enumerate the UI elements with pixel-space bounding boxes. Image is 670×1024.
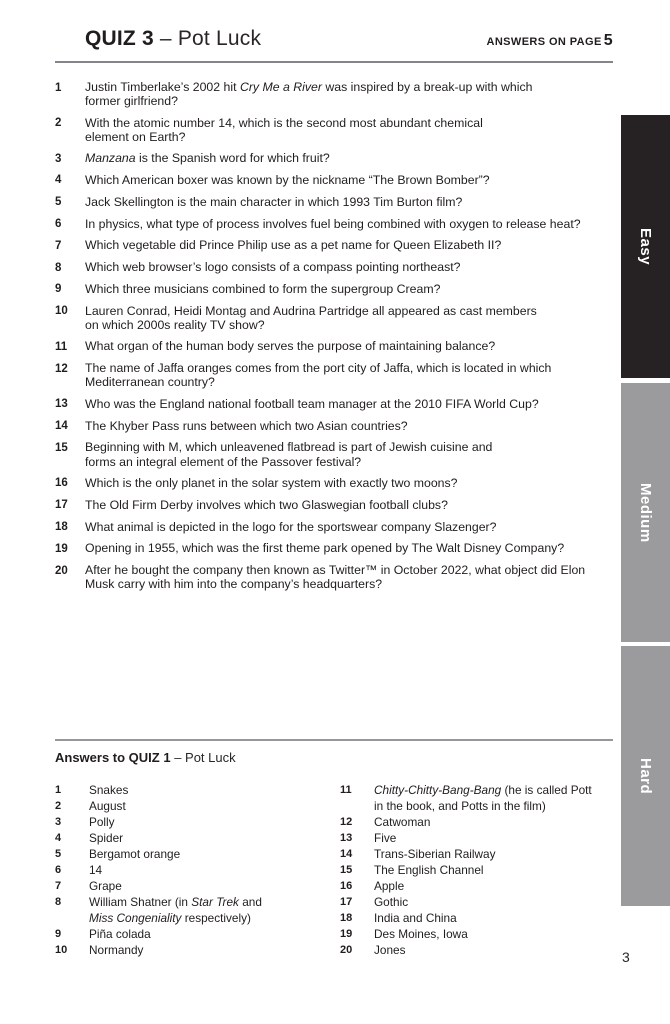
question-number: 7 bbox=[55, 239, 62, 252]
answer-text: Apple bbox=[374, 879, 405, 893]
question-text: Which three musicians combined to form the supergroup Cream? bbox=[85, 281, 441, 296]
question-item bbox=[55, 151, 615, 166]
question-number: 2 bbox=[55, 117, 62, 130]
question-item bbox=[55, 238, 615, 253]
question-item bbox=[55, 260, 615, 275]
answer-text: Five bbox=[374, 831, 397, 845]
answer-number: 13 bbox=[340, 832, 353, 844]
answers-column-right bbox=[340, 782, 620, 958]
answer-item bbox=[340, 878, 620, 894]
difficulty-tab-medium bbox=[621, 383, 670, 642]
question-text: Which web browser’s logo consists of a compass pointing northeast? bbox=[85, 260, 461, 275]
answer-number: 5 bbox=[55, 848, 62, 860]
question-item bbox=[55, 498, 615, 513]
difficulty-tab-hard bbox=[621, 646, 670, 906]
question-text: Justin Timberlake’s 2002 hit Cry Me a River was inspired by a break-up with which former girlfriend? bbox=[85, 80, 533, 109]
answer-text: August bbox=[89, 799, 126, 813]
answer-item bbox=[340, 942, 620, 958]
question-text: With the atomic number 14, which is the second most abundant chemical element on Earth? bbox=[85, 115, 483, 144]
answer-text: Snakes bbox=[89, 783, 129, 797]
answer-number: 19 bbox=[340, 928, 353, 940]
answer-text: Chitty-Chitty-Bang-Bang (he is called Pott in the book, and Potts in the film) bbox=[374, 783, 592, 813]
question-item bbox=[55, 195, 615, 210]
answer-number: 10 bbox=[55, 944, 68, 956]
question-number: 18 bbox=[55, 521, 68, 534]
answers-heading-topic: – Pot Luck bbox=[170, 750, 236, 765]
question-text: Manzana is the Spanish word for which fruit? bbox=[85, 151, 330, 166]
answer-number: 17 bbox=[340, 896, 353, 908]
answer-number: 12 bbox=[340, 816, 353, 828]
answer-text: Jones bbox=[374, 943, 406, 957]
answer-item bbox=[55, 862, 340, 878]
quiz-title bbox=[55, 27, 261, 51]
answers-heading bbox=[55, 750, 236, 765]
answer-number: 3 bbox=[55, 816, 62, 828]
question-number: 1 bbox=[55, 81, 62, 94]
answer-number: 8 bbox=[55, 896, 62, 908]
answer-text: Catwoman bbox=[374, 815, 431, 829]
answer-number: 1 bbox=[55, 784, 62, 796]
answers-reference-page: 5 bbox=[603, 32, 613, 49]
answer-number: 7 bbox=[55, 880, 62, 892]
answer-number: 2 bbox=[55, 800, 62, 812]
answer-text: Gothic bbox=[374, 895, 409, 909]
question-text: Opening in 1955, which was the first theme park opened by The Walt Disney Company? bbox=[85, 541, 565, 556]
difficulty-tab-label: Hard bbox=[637, 757, 654, 795]
question-number: 4 bbox=[55, 174, 62, 187]
question-text: What animal is depicted in the logo for the sportswear company Slazenger? bbox=[85, 519, 497, 534]
question-number: 5 bbox=[55, 196, 62, 209]
question-number: 13 bbox=[55, 398, 68, 411]
question-number: 11 bbox=[55, 340, 68, 353]
answer-item bbox=[340, 814, 620, 830]
answer-text: William Shatner (in Star Trek and Miss Congeniality respectively) bbox=[89, 895, 262, 925]
answer-text: 14 bbox=[89, 863, 103, 877]
page-number: 3 bbox=[622, 949, 630, 965]
question-text: Which is the only planet in the solar system with exactly two moons? bbox=[85, 475, 458, 490]
answers-divider bbox=[55, 739, 613, 741]
question-item bbox=[55, 476, 615, 491]
answer-number: 11 bbox=[340, 784, 352, 796]
answer-text: Polly bbox=[89, 815, 115, 829]
answer-item bbox=[340, 846, 620, 862]
question-text: The Khyber Pass runs between which two Asian countries? bbox=[85, 418, 408, 433]
question-number: 19 bbox=[55, 542, 68, 555]
question-number: 20 bbox=[55, 564, 68, 577]
question-item bbox=[55, 397, 615, 412]
answer-item bbox=[340, 862, 620, 878]
question-number: 3 bbox=[55, 152, 62, 165]
quiz-topic: – Pot Luck bbox=[153, 27, 262, 50]
answers-heading-quiz: Answers to QUIZ 1 bbox=[55, 750, 171, 765]
difficulty-tab-easy bbox=[621, 115, 670, 378]
question-item bbox=[55, 361, 615, 390]
answer-text: Spider bbox=[89, 831, 124, 845]
question-text: In physics, what type of process involves fuel being combined with oxygen to release heat? bbox=[85, 216, 581, 231]
question-item bbox=[55, 339, 615, 354]
question-item bbox=[55, 173, 615, 188]
answer-item bbox=[340, 782, 620, 814]
question-item bbox=[55, 440, 615, 469]
question-number: 10 bbox=[55, 305, 68, 318]
answer-item bbox=[55, 878, 340, 894]
answer-item bbox=[340, 910, 620, 926]
answer-number: 14 bbox=[340, 848, 353, 860]
question-item bbox=[55, 217, 615, 232]
answers-list bbox=[55, 782, 620, 958]
question-item bbox=[55, 80, 615, 109]
quiz-number: QUIZ 3 bbox=[85, 27, 154, 50]
answer-item bbox=[55, 782, 340, 798]
question-item bbox=[55, 304, 615, 333]
question-text: Beginning with M, which unleavened flatbread is part of Jewish cuisine and forms an integral element of the Passover festival? bbox=[85, 440, 493, 469]
question-item bbox=[55, 116, 615, 145]
question-list bbox=[55, 80, 615, 599]
answer-item bbox=[340, 830, 620, 846]
question-item bbox=[55, 282, 615, 297]
question-item bbox=[55, 541, 615, 556]
question-item bbox=[55, 520, 615, 535]
answer-item bbox=[55, 814, 340, 830]
difficulty-tab-label: Medium bbox=[637, 482, 654, 543]
question-number: 6 bbox=[55, 218, 62, 231]
answer-number: 18 bbox=[340, 912, 353, 924]
page-header bbox=[55, 27, 613, 51]
question-text: Which American boxer was known by the nickname “The Brown Bomber”? bbox=[85, 172, 490, 187]
question-number: 9 bbox=[55, 283, 62, 296]
question-text: The name of Jaffa oranges comes from the port city of Jaffa, which is located in which Mediterranean country? bbox=[85, 361, 552, 390]
answer-number: 6 bbox=[55, 864, 62, 876]
question-text: Which vegetable did Prince Philip use as a pet name for Queen Elizabeth II? bbox=[85, 238, 502, 253]
answer-text: Normandy bbox=[89, 943, 144, 957]
answer-text: The English Channel bbox=[374, 863, 484, 877]
answer-number: 9 bbox=[55, 928, 62, 940]
question-number: 15 bbox=[55, 441, 68, 454]
question-text: Lauren Conrad, Heidi Montag and Audrina Partridge all appeared as cast members on which 2000s reality TV show? bbox=[85, 303, 537, 333]
question-item bbox=[55, 419, 615, 434]
answer-item bbox=[55, 830, 340, 846]
answers-column-left bbox=[55, 782, 340, 958]
header-divider bbox=[55, 61, 613, 63]
answer-number: 16 bbox=[340, 880, 353, 892]
answer-number: 4 bbox=[55, 832, 62, 844]
answer-text: Piña colada bbox=[89, 927, 151, 941]
question-number: 14 bbox=[55, 420, 68, 433]
answer-item bbox=[55, 846, 340, 862]
question-text: What organ of the human body serves the purpose of maintaining balance? bbox=[85, 339, 496, 354]
answers-reference bbox=[486, 32, 613, 50]
answer-text: Trans-Siberian Railway bbox=[374, 847, 496, 861]
answer-text: Grape bbox=[89, 879, 122, 893]
answer-item bbox=[340, 894, 620, 910]
question-text: The Old Firm Derby involves which two Glaswegian football clubs? bbox=[85, 497, 448, 512]
question-text: Jack Skellington is the main character in which 1993 Tim Burton film? bbox=[85, 194, 463, 209]
answer-number: 20 bbox=[340, 944, 353, 956]
question-text: After he bought the company then known as Twitter™ in October 2022, what object did Elon Musk carry with him into the company’s headquarters? bbox=[85, 563, 586, 592]
answer-text: Bergamot orange bbox=[89, 847, 181, 861]
question-number: 8 bbox=[55, 261, 62, 274]
answer-text: India and China bbox=[374, 911, 457, 925]
difficulty-tab-label: Easy bbox=[637, 227, 654, 266]
answers-reference-label: ANSWERS ON PAGE bbox=[486, 36, 602, 48]
answer-item bbox=[55, 894, 340, 926]
answer-text: Des Moines, Iowa bbox=[374, 927, 468, 941]
question-text: Who was the England national football team manager at the 2010 FIFA World Cup? bbox=[85, 396, 539, 411]
answer-item bbox=[55, 942, 340, 958]
question-number: 16 bbox=[55, 477, 68, 490]
answer-number: 15 bbox=[340, 864, 353, 876]
question-number: 17 bbox=[55, 499, 68, 512]
answer-item bbox=[340, 926, 620, 942]
question-item bbox=[55, 563, 615, 592]
question-number: 12 bbox=[55, 362, 68, 375]
answer-item bbox=[55, 926, 340, 942]
answer-item bbox=[55, 798, 340, 814]
